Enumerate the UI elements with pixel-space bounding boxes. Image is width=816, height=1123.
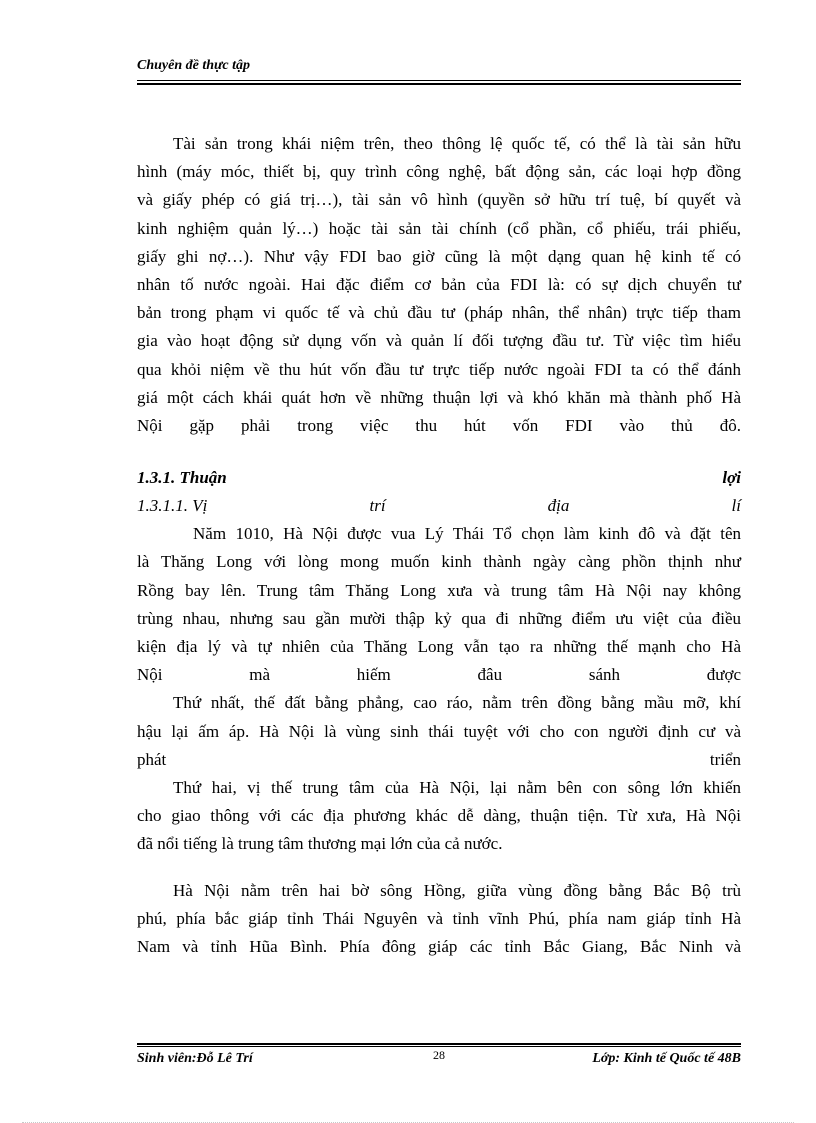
text-line: hình (máy móc, thiết bị, quy trình công nghệ, bất động sản, các loại hợp đồng	[137, 162, 741, 182]
footer-class-name: Lớp: Kinh tế Quốc tế 48B	[592, 1051, 741, 1066]
text-line: Thứ hai, vị thế trung tâm của Hà Nội, lại nằm bên con sông lớn khiến	[173, 778, 741, 798]
text-line: Thứ nhất, thế đất bằng phẳng, cao ráo, nằm trên đồng bằng mầu mỡ, khí	[173, 693, 741, 713]
subheading-word: lí	[731, 496, 741, 516]
text-line: Nam và tỉnh Hũa Bình. Phía đông giáp các tỉnh Bắc Giang, Bắc Ninh và	[137, 937, 741, 957]
text-line: Tài sản trong khái niệm trên, theo thông lệ quốc tế, có thể là tài sản hữu	[173, 134, 741, 153]
subheading-word: địa	[547, 496, 570, 516]
paragraph-fdi-definition	[137, 130, 741, 440]
footer-student-name: Sinh viên:Đỗ Lê Trí	[137, 1051, 253, 1066]
text-line: Năm 1010, Hà Nội được vua Lý Thái Tổ chọn làm kinh đô và đặt tên	[193, 524, 741, 544]
paragraph-thang-long-history	[137, 520, 741, 689]
heading-right: lợi	[722, 468, 741, 488]
text-line: giấy ghi nợ…). Như vậy FDI bao giờ cũng là một dạng quan hệ kinh tế có	[137, 246, 741, 266]
text-line: giá một cách khái quát hơn về những thuận lợi và khó khăn mà thành phố Hà	[137, 387, 741, 407]
text-line: Nội mà hiếm đâu sánh được	[137, 665, 741, 685]
spacer	[137, 440, 741, 464]
text-line: cho giao thông với các địa phương khác dễ dàng, thuận tiện. Từ xưa, Hà Nội	[137, 806, 741, 826]
subheading-word: trí	[369, 496, 386, 516]
header-title: Chuyên đề thực tập	[137, 58, 251, 73]
text-line: Rồng bay lên. Trung tâm Thăng Long xưa và trung tâm Hà Nội nay không	[137, 580, 741, 600]
text-line: hậu lại ấm áp. Hà Nội là vùng sinh thái tuyệt với cho con người định cư và	[137, 721, 741, 741]
page-number: 28	[433, 1048, 445, 1062]
text-line: và giấy phép có giá trị…), tài sản vô hình (quyền sở hữu trí tuệ, bí quyết và	[137, 190, 741, 210]
subheading-word: 1.3.1.1. Vị	[137, 496, 208, 516]
text-line: qua khỏi niệm về thu hút vốn đầu tư trực tiếp nước ngoài FDI ta có thể đánh	[137, 359, 741, 379]
text-line: là Thăng Long với lòng mong muốn kinh thành ngày càng phồn thịnh như	[137, 552, 741, 572]
heading-left: 1.3.1. Thuận	[137, 468, 227, 488]
paragraph-second-advantage	[137, 774, 741, 859]
document-body	[137, 130, 741, 961]
paragraph-hanoi-location	[137, 877, 741, 962]
paragraph-first-advantage	[137, 689, 741, 774]
page-footer	[137, 1048, 741, 1072]
text-line: đã nổi tiếng là trung tâm thương mại lớn của cả nước.	[137, 834, 503, 854]
text-line: trùng nhau, nhưng sau gần mười thập kỷ qua đi những điểm ưu việt của điều	[137, 608, 741, 628]
header-rule-thin	[137, 80, 741, 81]
footer-rule-thick	[137, 1043, 741, 1045]
section-heading-1-3-1	[137, 464, 741, 492]
text-line: nhân tố nước ngoài. Hai đặc điểm cơ bản của FDI là: có sự dịch chuyển tư	[137, 275, 741, 295]
text-line: phú, phía bắc giáp tỉnh Thái Nguyên và tỉnh vĩnh Phú, phía nam giáp tỉnh Hà	[137, 908, 741, 928]
text-line: bản trong phạm vi quốc tế và chủ đầu tư (pháp nhân, thể nhân) trực tiếp tham	[137, 303, 741, 323]
text-line: gia vào hoạt động sử dụng vốn và quản lí đối tượng đầu tư. Từ việc tìm hiểu	[137, 331, 741, 351]
header-rule-thick	[137, 83, 741, 85]
text-line: kiện địa lý và tự nhiên của Thăng Long vẫn tạo ra những thế mạnh cho Hà	[137, 637, 741, 657]
spacer	[137, 859, 741, 877]
text-line: Nội gặp phải trong việc thu hút vốn FDI vào thủ đô.	[137, 416, 741, 436]
text-line: phát triển	[137, 749, 741, 769]
text-line: kinh nghiệm quản lý…) hoặc tài sản tài chính (cổ phần, cổ phiếu, trái phiếu,	[137, 218, 741, 238]
footer-rule-thin	[137, 1046, 741, 1047]
section-heading-1-3-1-1	[137, 492, 741, 520]
page-header	[137, 58, 741, 74]
text-line: Hà Nội nằm trên hai bờ sông Hồng, giữa vùng đồng bằng Bắc Bộ trù	[173, 880, 741, 900]
